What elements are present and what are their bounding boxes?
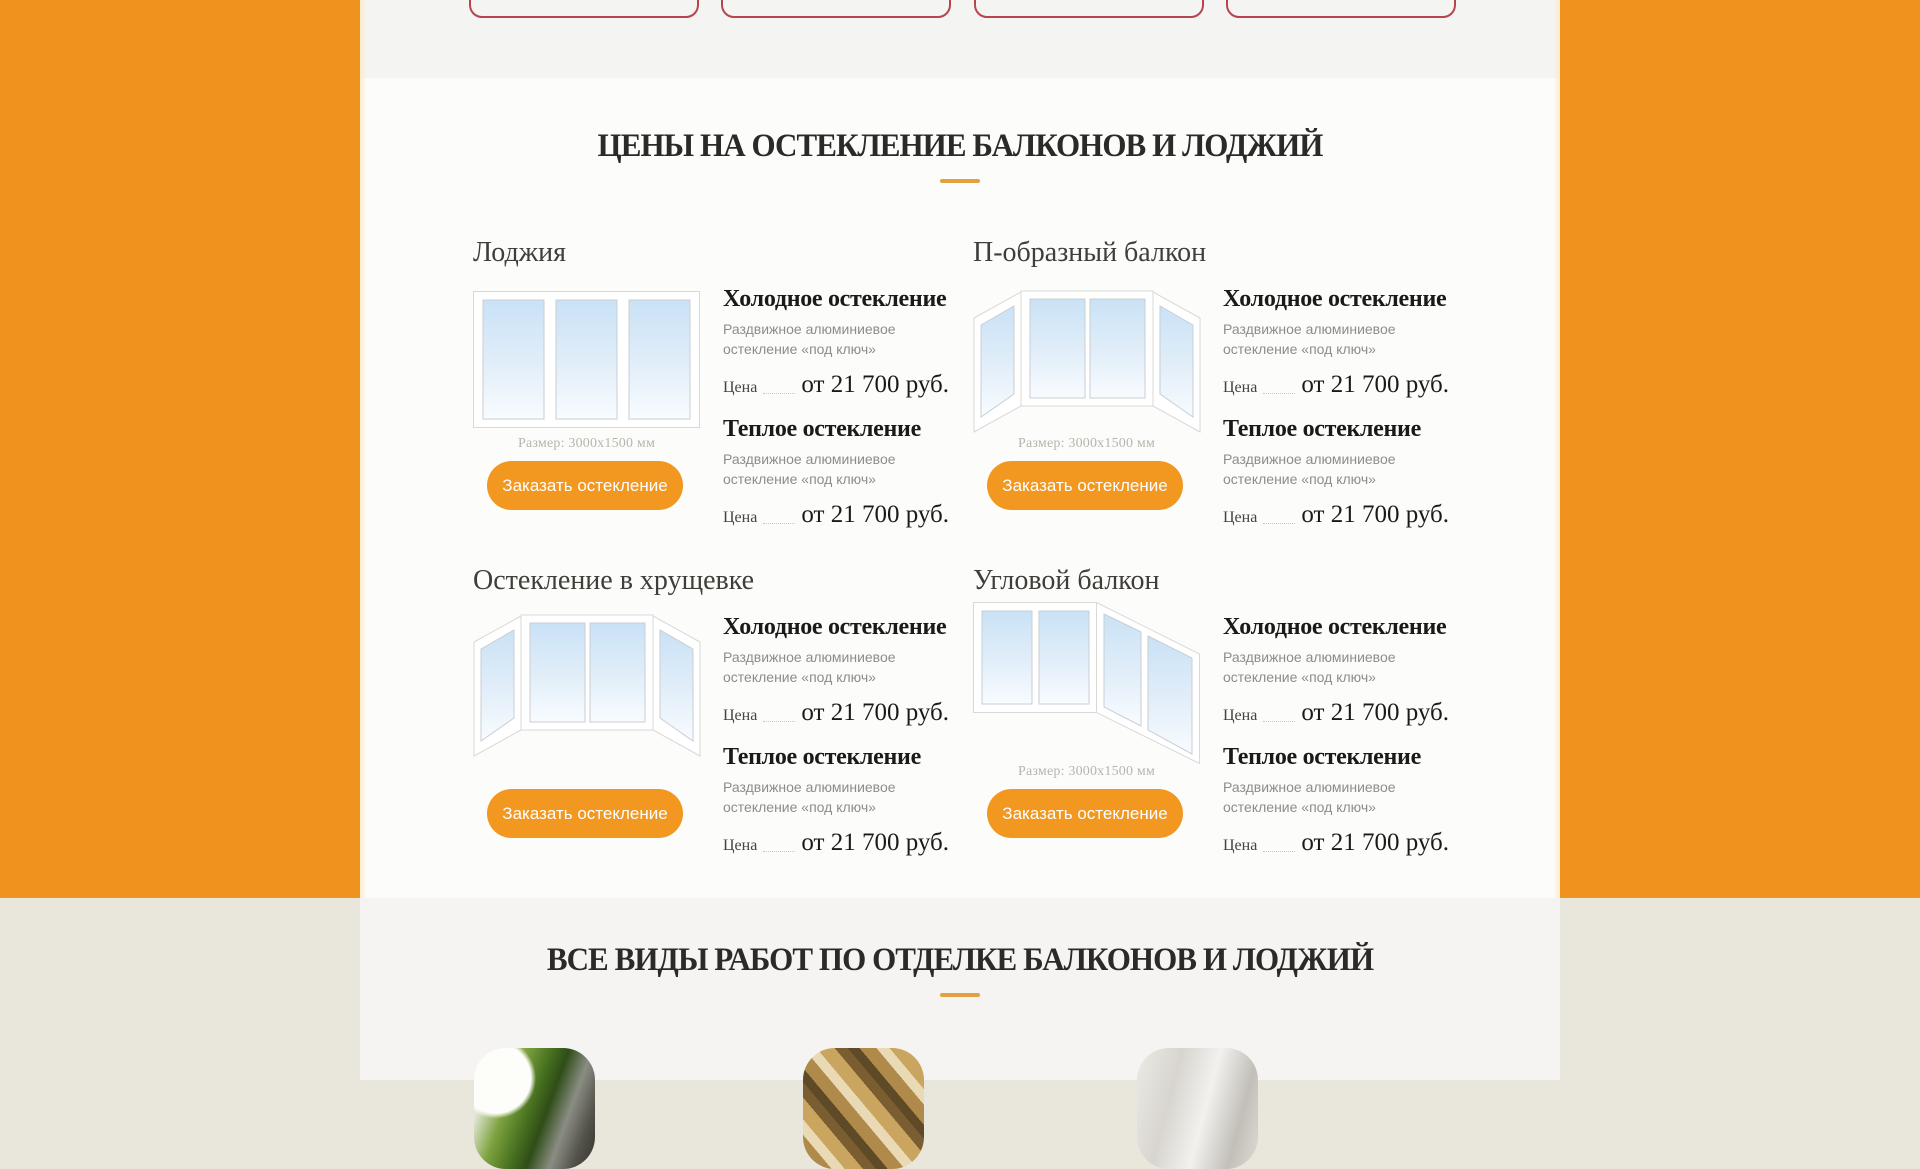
dotted-leader	[1263, 393, 1295, 394]
price-label: Цена	[1223, 508, 1258, 526]
offer-warm-glazing	[1223, 416, 1449, 529]
dotted-leader	[763, 851, 795, 852]
top-nav-button-1[interactable]	[469, 0, 699, 18]
offer-list	[1223, 614, 1449, 857]
order-glazing-button[interactable]: Заказать остекление	[487, 461, 683, 510]
order-glazing-button[interactable]: Заказать остекление	[987, 461, 1183, 510]
offer-description: Раздвижное алюминиевое остекление «под ключ»	[723, 649, 896, 685]
price-value: от 21 700 руб.	[801, 698, 949, 726]
order-glazing-button[interactable]: Заказать остекление	[987, 789, 1183, 838]
price-row	[723, 371, 949, 399]
offer-cold-glazing	[723, 286, 949, 399]
offer-title: Теплое остекление	[723, 743, 921, 770]
price-row	[723, 829, 949, 857]
right-orange-background-column	[1560, 0, 1920, 898]
price-label: Цена	[1223, 836, 1258, 854]
price-card-title: Лоджия	[473, 237, 566, 268]
offer-title: Холодное остекление	[1223, 286, 1447, 312]
works-section-heading: ВСЕ ВИДЫ РАБОТ ПО ОТДЕЛКЕ БАЛКОНОВ И ЛОДЖИЙ	[546, 942, 1374, 978]
price-card-corner-balcony	[973, 565, 1447, 865]
glazing-prices-section	[360, 78, 1560, 898]
price-row	[723, 699, 949, 727]
offer-list	[1223, 286, 1449, 529]
price-card-khrushchevka	[473, 565, 947, 865]
price-value: от 21 700 руб.	[1301, 500, 1449, 528]
offer-cold-glazing	[1223, 614, 1449, 727]
finishing-works-section	[360, 898, 1560, 1080]
offer-warm-glazing	[723, 416, 949, 529]
offer-warm-glazing	[723, 744, 949, 857]
window-size-caption: Размер: 3000х1500 мм	[1017, 436, 1155, 451]
price-label: Цена	[723, 378, 758, 396]
offer-list	[723, 286, 949, 529]
wood-finish-photo[interactable]	[803, 1048, 924, 1169]
price-card-title: Угловой балкон	[973, 565, 1160, 596]
price-row	[1223, 371, 1449, 399]
dotted-leader	[763, 393, 795, 394]
dotted-leader	[763, 721, 795, 722]
corner-window-illustration	[973, 602, 1200, 764]
left-orange-background-column	[0, 0, 360, 898]
flat-window-illustration	[473, 291, 700, 428]
price-row	[1223, 501, 1449, 529]
price-label: Цена	[723, 836, 758, 854]
heading-divider-dash	[940, 993, 980, 997]
price-card-u-shaped-balcony	[973, 237, 1447, 537]
price-card-loggia	[473, 237, 947, 537]
price-value: от 21 700 руб.	[1301, 828, 1449, 856]
u-shaped-window-illustration	[473, 613, 701, 758]
price-label: Цена	[723, 508, 758, 526]
window-size-caption: Размер: 3000х1500 мм	[1017, 764, 1155, 779]
offer-cold-glazing	[723, 614, 949, 727]
offer-title: Холодное остекление	[1223, 614, 1447, 640]
offer-description: Раздвижное алюминиевое остекление «под ключ»	[1223, 649, 1396, 685]
price-row	[723, 501, 949, 529]
offer-description: Раздвижное алюминиевое остекление «под ключ»	[723, 321, 896, 357]
prices-section-heading: ЦЕНЫ НА ОСТЕКЛЕНИЕ БАЛКОНОВ И ЛОДЖИЙ	[597, 128, 1323, 164]
white-panel-finish-photo[interactable]	[1137, 1048, 1258, 1169]
offer-cold-glazing	[1223, 286, 1449, 399]
price-value: от 21 700 руб.	[1301, 698, 1449, 726]
page-content-column	[360, 0, 1560, 1080]
price-card-title: П-образный балкон	[973, 237, 1207, 268]
top-nav-strip	[360, 0, 1560, 78]
top-nav-button-4[interactable]	[1226, 0, 1456, 18]
price-value: от 21 700 руб.	[801, 828, 949, 856]
offer-description: Раздвижное алюминиевое остекление «под ключ»	[1223, 778, 1396, 815]
offer-title: Теплое остекление	[1223, 415, 1421, 442]
top-nav-button-2[interactable]	[721, 0, 951, 18]
price-label: Цена	[1223, 706, 1258, 724]
dotted-leader	[763, 523, 795, 524]
offer-description: Раздвижное алюминиевое остекление «под ключ»	[1223, 321, 1396, 357]
price-row	[1223, 699, 1449, 727]
offer-description: Раздвижное алюминиевое остекление «под ключ»	[723, 450, 896, 487]
price-label: Цена	[1223, 378, 1258, 396]
offer-title: Холодное остекление	[723, 614, 947, 640]
top-nav-button-3[interactable]	[974, 0, 1204, 18]
offer-list	[723, 614, 949, 857]
dotted-leader	[1263, 721, 1295, 722]
heading-divider-dash	[940, 179, 980, 183]
offer-title: Теплое остекление	[723, 415, 921, 442]
price-card-title: Остекление в хрущевке	[473, 565, 755, 596]
offer-warm-glazing	[1223, 744, 1449, 857]
dotted-leader	[1263, 851, 1295, 852]
order-glazing-button[interactable]: Заказать остекление	[487, 789, 683, 838]
price-value: от 21 700 руб.	[1301, 370, 1449, 398]
offer-title: Холодное остекление	[723, 286, 947, 312]
offer-description: Раздвижное алюминиевое остекление «под ключ»	[723, 778, 896, 815]
u-shaped-window-illustration	[973, 289, 1201, 434]
price-row	[1223, 829, 1449, 857]
dotted-leader	[1263, 523, 1295, 524]
offer-description: Раздвижное алюминиевое остекление «под ключ»	[1223, 450, 1396, 487]
price-value: от 21 700 руб.	[801, 370, 949, 398]
window-size-caption: Размер: 3000х1500 мм	[517, 436, 655, 451]
price-label: Цена	[723, 706, 758, 724]
offer-title: Теплое остекление	[1223, 743, 1421, 770]
balcony-greenery-photo[interactable]	[474, 1048, 595, 1169]
price-value: от 21 700 руб.	[801, 500, 949, 528]
